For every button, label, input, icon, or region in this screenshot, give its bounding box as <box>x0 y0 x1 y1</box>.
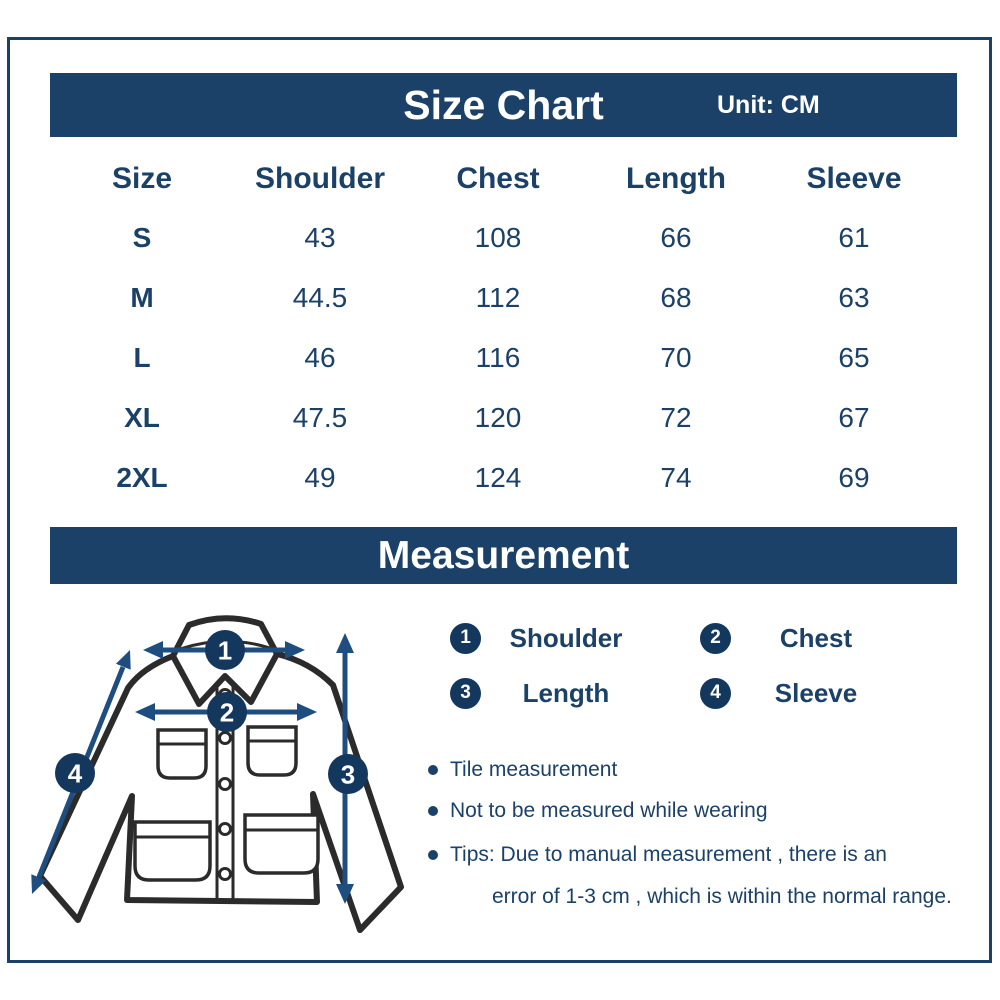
legend-item-chest <box>700 621 901 655</box>
size-chart-header-bar <box>50 73 957 137</box>
bullet-icon <box>428 850 438 860</box>
cell-sleeve: 63 <box>838 282 870 313</box>
chest-pocket-left <box>158 730 206 778</box>
legend-label-sleeve: Sleeve <box>774 677 858 708</box>
cell-chest: 124 <box>474 462 522 493</box>
cell-sleeve: 67 <box>838 402 870 433</box>
cell-sleeve: 69 <box>838 462 870 493</box>
svg-text:2: 2 <box>219 697 235 728</box>
legend-item-shoulder <box>450 621 651 655</box>
cell-length: 72 <box>660 402 692 433</box>
measurement-header-bar <box>50 527 957 584</box>
diagram-badge-3 <box>328 754 368 794</box>
cell-chest: 120 <box>474 402 522 433</box>
jacket-measurement-diagram <box>10 598 440 988</box>
column-header-sleeve: Sleeve <box>806 162 902 195</box>
note-tips-line-1: Tips: Due to manual measurement , there is an <box>428 840 887 870</box>
svg-text:3: 3 <box>340 759 356 790</box>
legend-label-shoulder: Shoulder <box>509 622 623 653</box>
cell-size: M <box>130 282 154 313</box>
chest-pocket-right <box>248 727 296 775</box>
svg-text:4: 4 <box>67 758 83 789</box>
legend-label-chest: Chest <box>779 622 853 653</box>
diagram-badge-4 <box>55 753 95 793</box>
column-header-chest: Chest <box>456 162 540 195</box>
column-header-length: Length <box>626 162 726 195</box>
cell-size: S <box>132 222 152 253</box>
legend-badge-1: 1 <box>450 623 481 654</box>
cell-size: 2XL <box>116 462 168 493</box>
table-row-2xl <box>53 448 943 508</box>
lower-pocket-left <box>135 822 210 880</box>
diagram-badge-1 <box>205 630 245 670</box>
cell-size: L <box>133 342 151 373</box>
diagram-badge-2 <box>207 692 247 732</box>
column-header-shoulder: Shoulder <box>254 162 385 195</box>
table-row-l <box>53 328 943 388</box>
legend-badge-2: 2 <box>700 623 731 654</box>
cell-chest: 108 <box>474 222 522 253</box>
cell-sleeve: 61 <box>838 222 870 253</box>
table-row-xl <box>53 388 943 448</box>
cell-shoulder: 43 <box>304 222 336 253</box>
cell-chest: 112 <box>475 282 521 313</box>
button <box>220 869 231 880</box>
size-table <box>53 150 943 508</box>
cell-length: 68 <box>660 282 692 313</box>
unit-label: Unit: CM <box>717 91 820 119</box>
page-title: Size Chart <box>403 82 604 128</box>
table-row-m <box>53 268 943 328</box>
legend-badge-4: 4 <box>700 678 731 709</box>
note-tips-line-2: error of 1-3 cm , which is within the normal range. <box>492 885 952 908</box>
legend-item-length <box>450 676 651 710</box>
legend-item-sleeve <box>700 676 901 710</box>
cell-length: 74 <box>660 462 692 493</box>
cell-sleeve: 65 <box>838 342 870 373</box>
button <box>220 779 231 790</box>
cell-shoulder: 46 <box>304 342 336 373</box>
legend-badge-3: 3 <box>450 678 481 709</box>
cell-length: 70 <box>660 342 692 373</box>
bullet-icon <box>428 765 438 775</box>
cell-shoulder: 49 <box>304 462 336 493</box>
cell-shoulder: 47.5 <box>292 402 348 433</box>
size-table-header-row <box>53 150 943 208</box>
svg-text:1: 1 <box>217 635 233 666</box>
button <box>220 733 231 744</box>
note-tile-measurement: Tile measurement <box>428 755 617 785</box>
cell-size: XL <box>124 402 160 433</box>
cell-shoulder: 44.5 <box>292 282 348 313</box>
button <box>220 824 231 835</box>
note-not-measured-wearing: Not to be measured while wearing <box>428 796 768 826</box>
lower-pocket-right <box>245 815 318 873</box>
table-row-s <box>53 208 943 268</box>
column-header-size: Size <box>111 162 173 195</box>
cell-length: 66 <box>660 222 692 253</box>
bullet-icon <box>428 806 438 816</box>
legend-label-length: Length <box>522 677 610 708</box>
cell-chest: 116 <box>475 342 521 373</box>
measurement-title: Measurement <box>377 534 630 577</box>
